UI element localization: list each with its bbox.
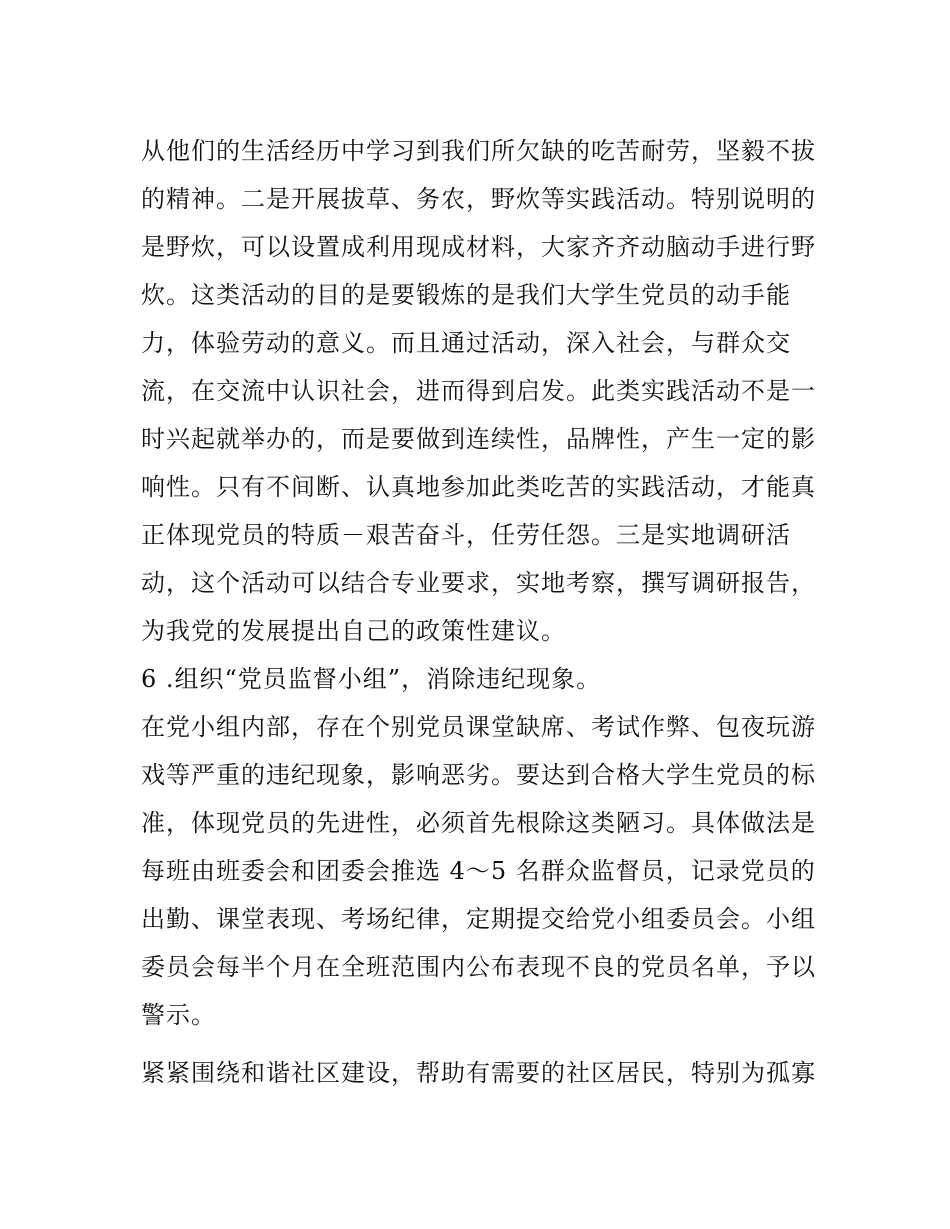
paragraph-line: 的精神。二是开展拔草、务农，野炊等实践活动。特别说明的 (141, 185, 816, 213)
section-heading: 6 .组织“党员监督小组”，消除违纪现象。 (141, 665, 602, 693)
paragraph-line: 流，在交流中认识社会，进而得到启发。此类实践活动不是一 (141, 377, 816, 405)
paragraph-line: 动，这个活动可以结合专业要求，实地考察，撰写调研报告， (141, 569, 816, 597)
paragraph-line: 准，体现党员的先进性，必须首先根除这类陋习。具体做法是 (141, 809, 816, 837)
paragraph-line: 时兴起就举办的，而是要做到连续性，品牌性，产生一定的影 (141, 425, 816, 453)
paragraph-line: 响性。只有不间断、认真地参加此类吃苦的实践活动，才能真 (141, 473, 816, 501)
paragraph-line: 戏等严重的违纪现象，影响恶劣。要达到合格大学生党员的标 (141, 761, 816, 789)
paragraph-line: 是野炊，可以设置成利用现成材料，大家齐齐动脑动手进行野 (141, 233, 816, 261)
paragraph-line: 委员会每半个月在全班范围内公布表现不良的党员名单，予以 (141, 953, 816, 981)
paragraph-line: 警示。 (141, 1001, 216, 1029)
paragraph-line: 正体现党员的特质－艰苦奋斗，任劳任怨。三是实地调研活 (141, 521, 791, 549)
paragraph-line: 在党小组内部，存在个别党员课堂缺席、考试作弊、包夜玩游 (141, 713, 816, 741)
paragraph-line: 力，体验劳动的意义。而且通过活动，深入社会，与群众交 (141, 329, 791, 357)
paragraph-line: 炊。这类活动的目的是要锻炼的是我们大学生党员的动手能 (141, 281, 791, 309)
paragraph-line: 从他们的生活经历中学习到我们所欠缺的吃苦耐劳，坚毅不拔 (141, 137, 816, 165)
paragraph-line: 为我党的发展提出自己的政策性建议。 (141, 617, 566, 645)
paragraph-line: 紧紧围绕和谐社区建设，帮助有需要的社区居民，特别为孤寡 (141, 1059, 816, 1087)
paragraph-line: 每班由班委会和团委会推选 4～5 名群众监督员，记录党员的 (141, 857, 816, 885)
paragraph-line: 出勤、课堂表现、考场纪律，定期提交给党小组委员会。小组 (141, 905, 816, 933)
